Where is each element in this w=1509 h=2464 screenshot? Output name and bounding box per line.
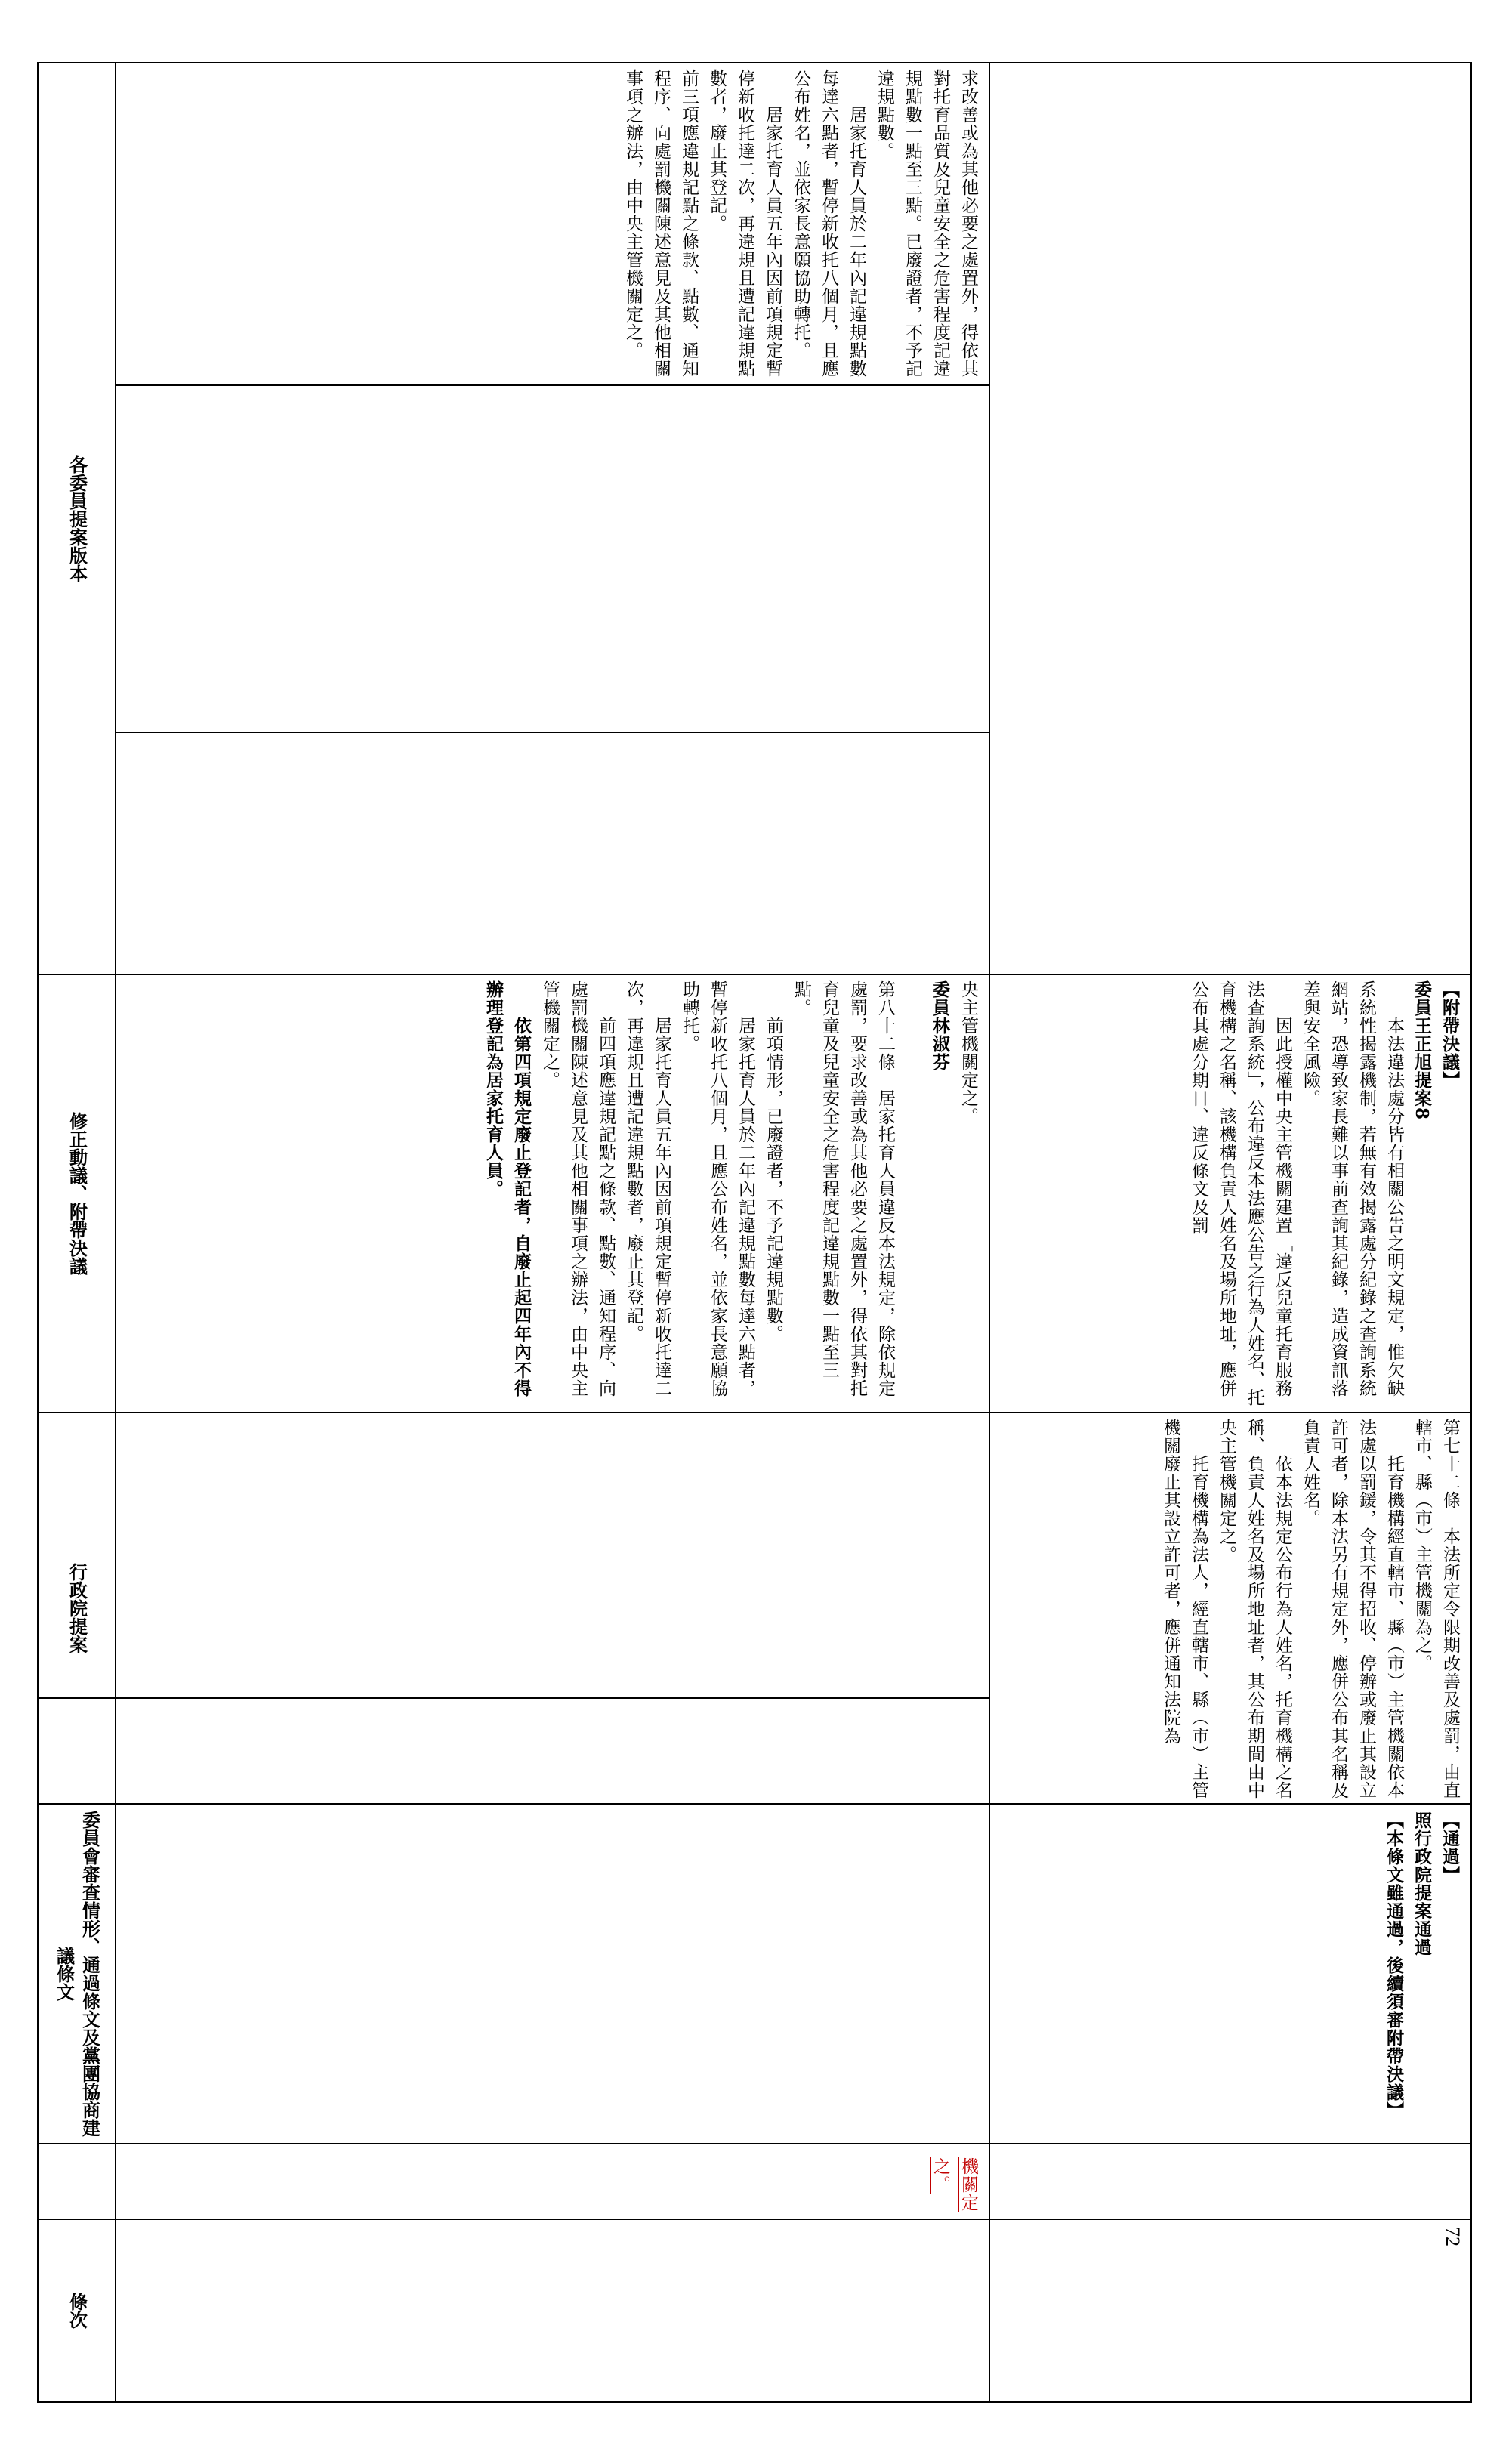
- review-note: 【本條文雖通過，後續須審附帶決議】: [1384, 1811, 1404, 2120]
- resolution-text: 本法違法處分皆有相關公告之明文規定，惟欠缺系統性揭露機制，若無有效揭露處分紀錄之查詢系統網站，恐導致家長難以事前查詢其紀錄，造成資訊落差與安全風險。: [1301, 980, 1404, 1397]
- proposal-text: 托育機構經直轄市、縣（市）主管機關依本法處以罰鍰，令其不得招收、停辦或廢止其設立許可者，除本法另有規定外，應併公布其名稱及負責人姓名。: [1301, 1419, 1404, 1799]
- motion-article-text: 居家托育人員五年內因前項規定暫停新收托達二次，再違規且遭記違規點數者，廢止其登記。: [624, 980, 671, 1397]
- article-number: 72: [1442, 2227, 1464, 2246]
- proposal-text: 托育機構為法人，經直轄市、縣（市）主管機關廢止其設立許可者，應併通知法院為: [1161, 1419, 1208, 1799]
- proposal-text: 依本法規定公布行為人姓名，托育機構之名稱、負責人姓名及場所地址者，其公布期間由中央主管機關定之。: [1217, 1419, 1292, 1799]
- article-72-committee-review: [995, 1811, 1464, 2140]
- review-status: 【通過】: [1440, 1811, 1460, 1884]
- article-72-amendment-motion: [995, 980, 1464, 1407]
- motion-article-text: 居家托育人員於二年內記違規點數每達六點者，暫停新收托八個月，且應公布姓名，並依家長意願協助轉托。: [680, 980, 755, 1397]
- committee-review-text: 機關定之。: [930, 2157, 978, 2212]
- prev-row-member-proposal: [121, 69, 982, 379]
- member-proposal-text: 前三項應違規記點之條款、點數、通知程序、向處罰機關陳述意見及其他相關事項之辦法，由中央主管機關定之。: [623, 69, 699, 378]
- resolution-text: 因此授權中央主管機關建置「違反兒童托育服務法查詢系統」，公布違反本法應公告之行為人姓名、托育機構之名稱、該機構負責人姓名及場所地址，應併公布其處分期日、違反條文及罰: [1189, 980, 1292, 1407]
- prev-row-amendment-motion: [121, 980, 982, 1407]
- motion-article-text: 前項情形，已廢證者，不予記違規點數。: [764, 980, 783, 1343]
- motion-article-text-bold: 依第四項規定廢止登記者，自廢止起四年內不得辦理登記為居家托育人員。: [483, 980, 532, 1397]
- resolution-label: 【附帶決議】: [1440, 980, 1460, 1089]
- article-72-executive-proposal: [995, 1419, 1464, 1800]
- prev-row-committee-review: [121, 2151, 982, 2218]
- member-proposal-text: 居家托育人員於二年內記違規點數每達六點者，暫停新收托八個月，且應公布姓名，並依家長意願協助轉托。: [791, 69, 866, 378]
- member-proposal-text: 居家托育人員五年內因前項規定暫停新收托達二次，再違規且遭記違規點數者，廢止其登記。: [707, 69, 782, 378]
- header-executive-proposal: 行政院提案: [66, 1563, 88, 1653]
- motion-article-text: 前四項應違規記點之條款、點數、通知程序、向處罰機關陳述意見及其他相關事項之辦法，由中央主管機關定之。: [540, 980, 616, 1397]
- review-decision: 照行政院提案通過: [1412, 1811, 1432, 1956]
- motion-line: 央主管機關定之。: [958, 980, 978, 1125]
- header-amendment-motion: 修正動議、附帶決議: [66, 1112, 88, 1275]
- member-proposal-text: 求改善或為其他必要之處置外，得依其對托育品質及兒童安全之危害程度記違規點數一點至三點。已廢證者，不予記違規點數。: [875, 69, 978, 378]
- motion-proposer: 委員林淑芬: [930, 980, 950, 1071]
- proposal-text: 第七十二條 本法所定令限期改善及處罰，由直轄市、縣（市）主管機關為之。: [1412, 1419, 1460, 1799]
- header-members-proposals: 各委員提案版本: [66, 455, 88, 582]
- header-article-no: 條次: [66, 2293, 88, 2329]
- resolution-proposer: 委員王正旭提案8: [1412, 980, 1432, 1121]
- motion-article-text: 第八十二條 居家托育人員違反本法規定，除依規定處罰，要求改善或為其他必要之處置外，得依其對托育兒童及兒童安全之危害程度記違規點數一點至三點。: [792, 980, 895, 1397]
- article-72-number: [995, 2227, 1464, 2397]
- header-committee-review: 委員會審查情形、通過條文及黨團協商建議條文: [53, 1811, 101, 2137]
